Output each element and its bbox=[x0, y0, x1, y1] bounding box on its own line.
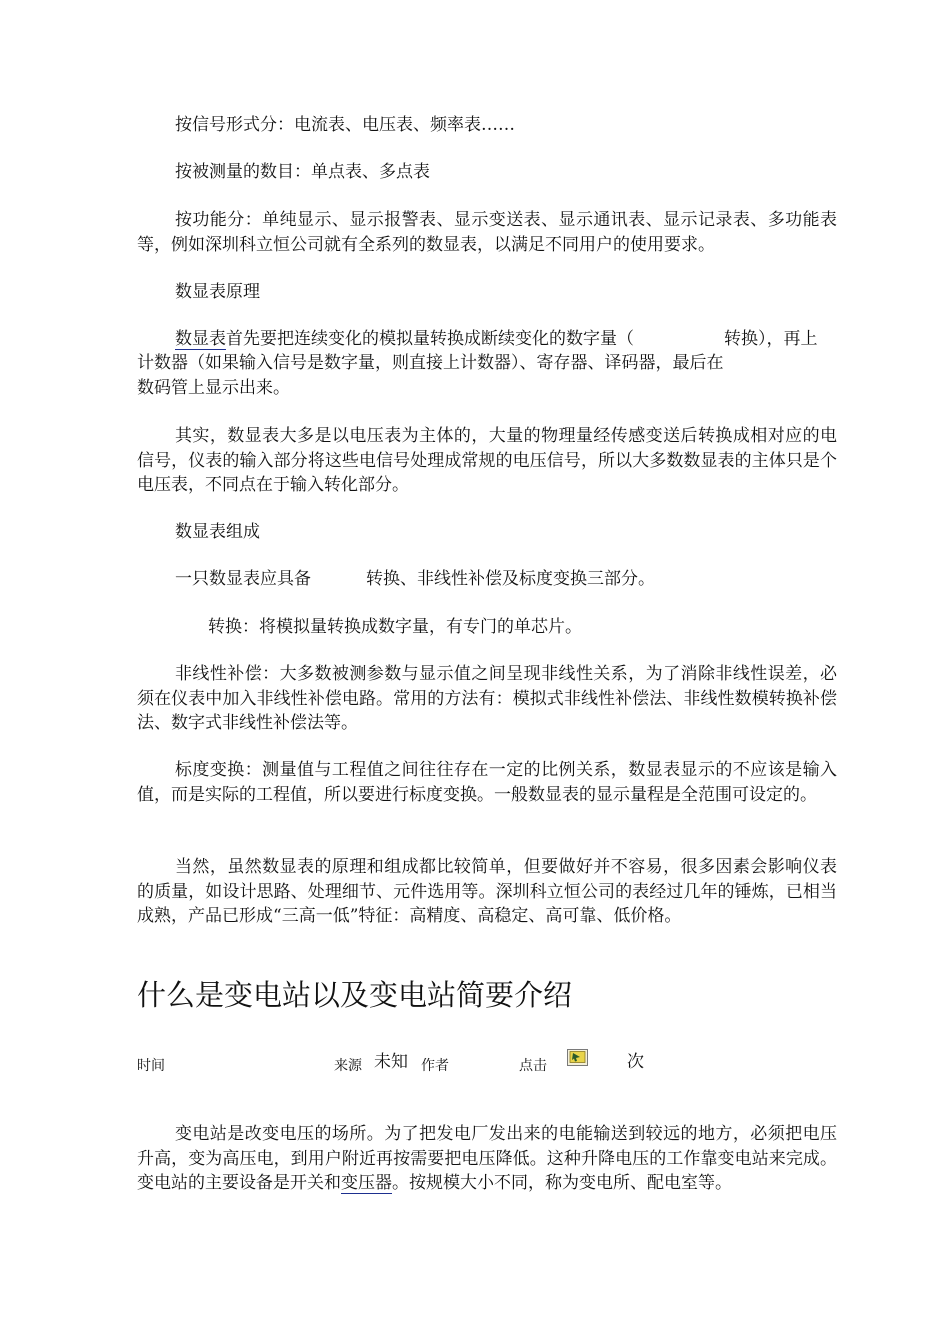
composition-line-b: 转换、非线性补偿及标度变换三部分。 bbox=[366, 569, 655, 589]
digital-meter-link[interactable]: 数显表 bbox=[175, 329, 226, 349]
substation-paragraph bbox=[137, 1122, 837, 1196]
substation-text-1: 变电站是改变电压的场所。为了把发电厂发出来的电能输送到较远的地方，必须把电压升高，变为高压电，到用户附近再按需要把电压降低。这种升降电压的工作靠变电站来完成。变电站的主要设备是开关和 bbox=[137, 1124, 837, 1193]
author-label: 作者 bbox=[421, 1058, 449, 1074]
principle-line-1-text: 首先要把连续变化的模拟量转换成断续变化的数字量（ bbox=[226, 329, 634, 349]
source-label: 来源 bbox=[334, 1058, 362, 1074]
conversion-paragraph: 转换：将模拟量转换成数字量，有专门的单芯片。 bbox=[208, 617, 582, 637]
clicks-suffix: 次 bbox=[627, 1052, 644, 1072]
signal-form-paragraph: 按信号形式分：电流表、电压表、频率表…… bbox=[175, 115, 515, 135]
composition-heading: 数显表组成 bbox=[175, 522, 260, 542]
scale-paragraph: 标度变换：测量值与工程值之间往往存在一定的比例关系，数显表显示的不应该是输入值，而是实际的工程值，所以要进行标度变换。一般数显表的显示量程是全范围可设定的。 bbox=[137, 760, 837, 805]
function-paragraph: 按功能分：单纯显示、显示报警表、显示变送表、显示通讯表、显示记录表、多功能表等，例如深圳科立恒公司就有全系列的数显表，以满足不同用户的使用要求。 bbox=[137, 210, 837, 255]
transformer-link[interactable]: 变压器 bbox=[341, 1173, 392, 1193]
principle-heading: 数显表原理 bbox=[175, 282, 260, 302]
composition-line-a: 一只数显表应具备 bbox=[175, 569, 311, 589]
principle-line-2: 计数器（如果输入信号是数字量，则直接上计数器）、寄存器、译码器，最后在 bbox=[137, 353, 724, 373]
principle-line-3: 数码管上显示出来。 bbox=[137, 378, 290, 398]
time-label: 时间 bbox=[137, 1058, 165, 1074]
source-value: 未知 bbox=[374, 1052, 408, 1072]
actually-paragraph: 其实，数显表大多是以电压表为主体的，大量的物理量经传感变送后转换成相对应的电信号，仪表的输入部分将这些电信号处理成常规的电压信号，所以大多数数显表的主体只是个电压表，不同点在于输入转化部分。 bbox=[137, 426, 837, 495]
article-title: 什么是变电站以及变电站简要介绍 bbox=[137, 978, 573, 1012]
measure-count-paragraph: 按被测量的数目：单点表、多点表 bbox=[175, 162, 430, 182]
substation-text-2: 。按规模大小不同，称为变电所、配电室等。 bbox=[392, 1173, 732, 1193]
principle-line-1 bbox=[175, 327, 634, 351]
clicks-label: 点击 bbox=[519, 1058, 547, 1074]
image-placeholder-icon bbox=[567, 1049, 588, 1066]
nonlinear-paragraph: 非线性补偿：大多数被测参数与显示值之间呈现非线性关系，为了消除非线性误差，必须在仪表中加入非线性补偿电路。常用的方法有：模拟式非线性补偿法、非线性数模转换补偿法、数字式非线性补偿法等。 bbox=[137, 664, 837, 733]
conclusion-paragraph: 当然，虽然数显表的原理和组成都比较简单，但要做好并不容易，很多因素会影响仪表的质量，如设计思路、处理细节、元件选用等。深圳科立恒公司的表经过几年的锤炼，已相当成熟，产品已形成“三高一低”特征：高精度、高稳定、高可靠、低价格。 bbox=[137, 857, 837, 926]
principle-line-1-end: 转换），再上 bbox=[724, 329, 818, 349]
